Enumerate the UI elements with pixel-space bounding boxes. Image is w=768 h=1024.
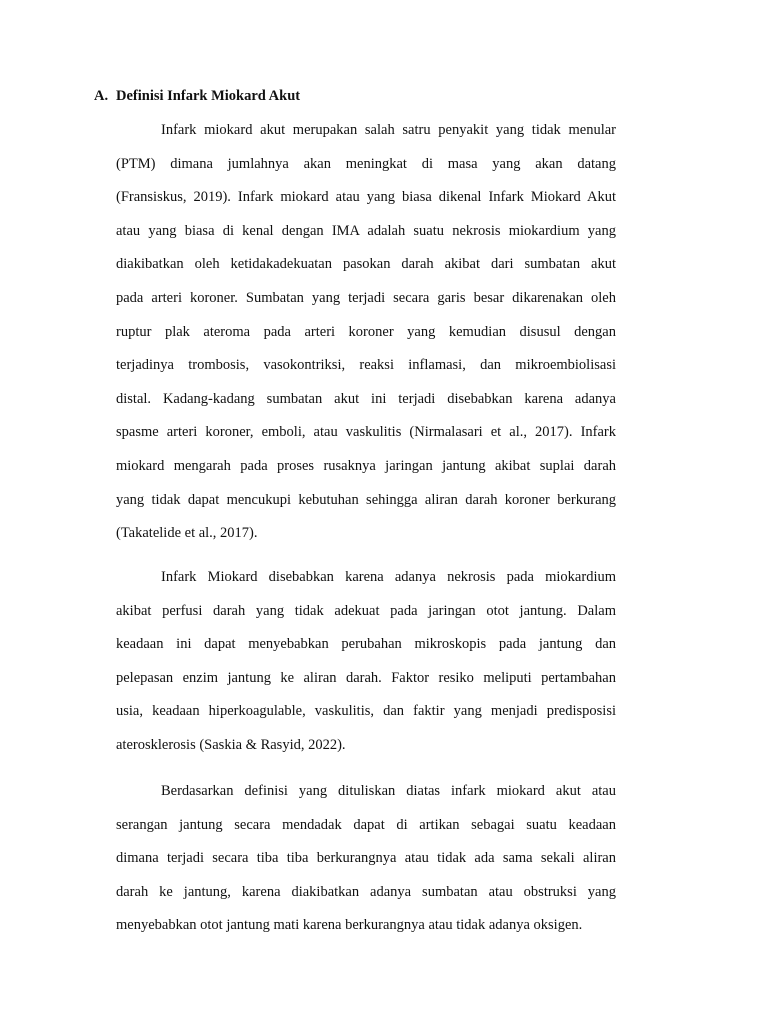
paragraph-line: menyebabkan otot jantung mati karena berkurangnya atau tidak adanya oksigen. bbox=[116, 917, 583, 934]
paragraph-line: (Takatelide et al., 2017). bbox=[116, 525, 258, 542]
paragraph-3 bbox=[116, 775, 616, 943]
paragraph-2 bbox=[116, 561, 616, 763]
section-title: Definisi Infark Miokard Akut bbox=[116, 88, 301, 104]
paragraph-line: diakibatkan oleh ketidakadekuatan pasokan darah akibat dari sumbatan akut bbox=[116, 256, 616, 273]
paragraph-line: Berdasarkan definisi yang dituliskan diatas infark miokard akut atau bbox=[161, 783, 616, 799]
paragraph-line: miokard mengarah pada proses rusaknya jaringan jantung akibat suplai darah bbox=[116, 457, 616, 474]
paragraph-line: ruptur plak ateroma pada arteri koroner yang kemudian disusul dengan bbox=[116, 323, 616, 340]
paragraph-line: dimana terjadi secara tiba tiba berkurangnya atau tidak ada sama sekali aliran bbox=[116, 850, 616, 867]
paragraph-line: terjadinya trombosis, vasokontriksi, reaksi inflamasi, dan mikroembiolisasi bbox=[116, 357, 616, 374]
paragraph-line: akibat perfusi darah yang tidak adekuat pada jaringan otot jantung. Dalam bbox=[116, 602, 616, 619]
paragraph-line: Infark Miokard disebabkan karena adanya nekrosis pada miokardium bbox=[161, 569, 616, 585]
paragraph-line: (PTM) dimana jumlahnya akan meningkat di masa yang akan datang bbox=[116, 155, 616, 172]
paragraph-line: usia, keadaan hiperkoagulable, vaskulitis, dan faktir yang menjadi predisposisi bbox=[116, 703, 616, 720]
paragraph-line: darah ke jantung, karena diakibatkan adanya sumbatan atau obstruksi yang bbox=[116, 883, 616, 900]
paragraph-line: (Fransiskus, 2019). Infark miokard atau yang biasa dikenal Infark Miokard Akut bbox=[116, 189, 616, 206]
section-heading bbox=[94, 86, 300, 106]
paragraph-line: distal. Kadang-kadang sumbatan akut ini terjadi disebabkan karena adanya bbox=[116, 390, 616, 407]
paragraph-line: pada arteri koroner. Sumbatan yang terjadi secara garis besar dikarenakan oleh bbox=[116, 289, 616, 306]
paragraph-1 bbox=[116, 114, 616, 551]
paragraph-line: serangan jantung secara mendadak dapat di artikan sebagai suatu keadaan bbox=[116, 816, 616, 833]
paragraph-line: pelepasan enzim jantung ke aliran darah. Faktor resiko meliputi pertambahan bbox=[116, 669, 616, 686]
paragraph-line: keadaan ini dapat menyebabkan perubahan mikroskopis pada jantung dan bbox=[116, 636, 616, 653]
section-marker: A. bbox=[94, 88, 109, 104]
paragraph-line: atau yang biasa di kenal dengan IMA adalah suatu nekrosis miokardium yang bbox=[116, 222, 616, 239]
paragraph-line: spasme arteri koroner, emboli, atau vaskulitis (Nirmalasari et al., 2017). Infark bbox=[116, 424, 616, 441]
paragraph-line: yang tidak dapat mencukupi kebutuhan sehingga aliran darah koroner berkurang bbox=[116, 491, 616, 508]
paragraph-line: aterosklerosis (Saskia & Rasyid, 2022). bbox=[116, 736, 346, 753]
paragraph-line: Infark miokard akut merupakan salah satru penyakit yang tidak menular bbox=[161, 122, 616, 138]
